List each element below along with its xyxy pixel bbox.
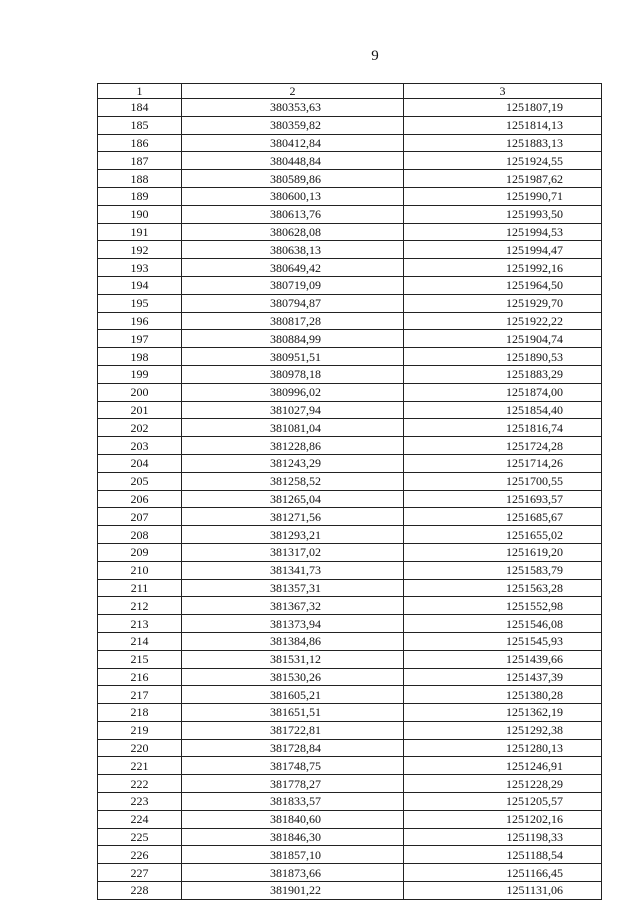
x-coordinate-cell: 380649,42 <box>182 259 404 277</box>
x-coordinate-cell: 381081,04 <box>182 419 404 437</box>
point-number-cell: 222 <box>98 775 182 793</box>
y-coordinate-cell: 1251807,19 <box>404 99 602 117</box>
table-row <box>98 704 602 722</box>
table-header-row <box>98 84 602 99</box>
x-coordinate-cell: 381357,31 <box>182 579 404 597</box>
y-coordinate-cell: 1251685,67 <box>404 508 602 526</box>
x-coordinate-cell: 381901,22 <box>182 882 404 900</box>
point-number-cell: 196 <box>98 312 182 330</box>
x-coordinate-cell: 381728,84 <box>182 739 404 757</box>
x-coordinate-cell: 381605,21 <box>182 686 404 704</box>
table-row <box>98 757 602 775</box>
point-number-cell: 192 <box>98 241 182 259</box>
point-number-cell: 225 <box>98 828 182 846</box>
table-row <box>98 187 602 205</box>
point-number-cell: 197 <box>98 330 182 348</box>
x-coordinate-cell: 381265,04 <box>182 490 404 508</box>
x-coordinate-cell: 380794,87 <box>182 294 404 312</box>
point-number-cell: 201 <box>98 401 182 419</box>
x-coordinate-cell: 381778,27 <box>182 775 404 793</box>
y-coordinate-cell: 1251874,00 <box>404 383 602 401</box>
y-coordinate-cell: 1251854,40 <box>404 401 602 419</box>
y-coordinate-cell: 1251166,45 <box>404 864 602 882</box>
y-coordinate-cell: 1251202,16 <box>404 810 602 828</box>
table-row <box>98 116 602 134</box>
point-number-cell: 215 <box>98 650 182 668</box>
x-coordinate-cell: 380817,28 <box>182 312 404 330</box>
table-row <box>98 330 602 348</box>
y-coordinate-cell: 1251188,54 <box>404 846 602 864</box>
point-number-cell: 193 <box>98 259 182 277</box>
table-row <box>98 276 602 294</box>
table-row <box>98 597 602 615</box>
y-coordinate-cell: 1251883,13 <box>404 134 602 152</box>
table-row <box>98 739 602 757</box>
y-coordinate-cell: 1251292,38 <box>404 721 602 739</box>
table-row <box>98 561 602 579</box>
table-row <box>98 472 602 490</box>
table-row <box>98 864 602 882</box>
x-coordinate-cell: 381857,10 <box>182 846 404 864</box>
x-coordinate-cell: 381531,12 <box>182 650 404 668</box>
y-coordinate-cell: 1251545,93 <box>404 632 602 650</box>
x-coordinate-cell: 381271,56 <box>182 508 404 526</box>
point-number-cell: 216 <box>98 668 182 686</box>
x-coordinate-cell: 380412,84 <box>182 134 404 152</box>
x-coordinate-cell: 381341,73 <box>182 561 404 579</box>
table-row <box>98 454 602 472</box>
point-number-cell: 217 <box>98 686 182 704</box>
y-coordinate-cell: 1251280,13 <box>404 739 602 757</box>
y-coordinate-cell: 1251987,62 <box>404 170 602 188</box>
y-coordinate-cell: 1251380,28 <box>404 686 602 704</box>
point-number-cell: 212 <box>98 597 182 615</box>
point-number-cell: 194 <box>98 276 182 294</box>
table-body <box>98 99 602 900</box>
y-coordinate-cell: 1251816,74 <box>404 419 602 437</box>
x-coordinate-cell: 380628,08 <box>182 223 404 241</box>
column-header-3: 3 <box>404 84 602 99</box>
table-row <box>98 632 602 650</box>
table-row <box>98 259 602 277</box>
x-coordinate-cell: 380638,13 <box>182 241 404 259</box>
table-row <box>98 490 602 508</box>
table-row <box>98 650 602 668</box>
point-number-cell: 213 <box>98 615 182 633</box>
table-row <box>98 419 602 437</box>
x-coordinate-cell: 380589,86 <box>182 170 404 188</box>
point-number-cell: 186 <box>98 134 182 152</box>
table-row <box>98 401 602 419</box>
x-coordinate-cell: 381373,94 <box>182 615 404 633</box>
point-number-cell: 209 <box>98 543 182 561</box>
point-number-cell: 210 <box>98 561 182 579</box>
point-number-cell: 189 <box>98 187 182 205</box>
table-row <box>98 846 602 864</box>
table-row <box>98 99 602 117</box>
x-coordinate-cell: 381367,32 <box>182 597 404 615</box>
x-coordinate-cell: 380978,18 <box>182 365 404 383</box>
table-row <box>98 205 602 223</box>
point-number-cell: 219 <box>98 721 182 739</box>
x-coordinate-cell: 381833,57 <box>182 793 404 811</box>
x-coordinate-cell: 380884,99 <box>182 330 404 348</box>
point-number-cell: 204 <box>98 454 182 472</box>
y-coordinate-cell: 1251198,33 <box>404 828 602 846</box>
point-number-cell: 226 <box>98 846 182 864</box>
x-coordinate-cell: 381228,86 <box>182 437 404 455</box>
point-number-cell: 227 <box>98 864 182 882</box>
x-coordinate-cell: 380996,02 <box>182 383 404 401</box>
y-coordinate-cell: 1251994,47 <box>404 241 602 259</box>
point-number-cell: 228 <box>98 882 182 900</box>
point-number-cell: 199 <box>98 365 182 383</box>
point-number-cell: 208 <box>98 526 182 544</box>
table-row <box>98 312 602 330</box>
x-coordinate-cell: 381027,94 <box>182 401 404 419</box>
y-coordinate-cell: 1251546,08 <box>404 615 602 633</box>
table-row <box>98 579 602 597</box>
table-row <box>98 437 602 455</box>
table-row <box>98 543 602 561</box>
x-coordinate-cell: 381722,81 <box>182 721 404 739</box>
x-coordinate-cell: 380719,09 <box>182 276 404 294</box>
x-coordinate-cell: 380613,76 <box>182 205 404 223</box>
coordinates-table <box>97 83 602 900</box>
y-coordinate-cell: 1251904,74 <box>404 330 602 348</box>
y-coordinate-cell: 1251992,16 <box>404 259 602 277</box>
x-coordinate-cell: 381530,26 <box>182 668 404 686</box>
point-number-cell: 218 <box>98 704 182 722</box>
point-number-cell: 185 <box>98 116 182 134</box>
point-number-cell: 211 <box>98 579 182 597</box>
x-coordinate-cell: 381293,21 <box>182 526 404 544</box>
y-coordinate-cell: 1251724,28 <box>404 437 602 455</box>
point-number-cell: 191 <box>98 223 182 241</box>
y-coordinate-cell: 1251924,55 <box>404 152 602 170</box>
y-coordinate-cell: 1251814,13 <box>404 116 602 134</box>
x-coordinate-cell: 380600,13 <box>182 187 404 205</box>
point-number-cell: 220 <box>98 739 182 757</box>
table-row <box>98 828 602 846</box>
point-number-cell: 195 <box>98 294 182 312</box>
point-number-cell: 221 <box>98 757 182 775</box>
x-coordinate-cell: 381840,60 <box>182 810 404 828</box>
y-coordinate-cell: 1251922,22 <box>404 312 602 330</box>
table-row <box>98 775 602 793</box>
table-row <box>98 526 602 544</box>
x-coordinate-cell: 380951,51 <box>182 348 404 366</box>
table-row <box>98 241 602 259</box>
table-row <box>98 152 602 170</box>
point-number-cell: 214 <box>98 632 182 650</box>
point-number-cell: 206 <box>98 490 182 508</box>
column-header-2: 2 <box>182 84 404 99</box>
column-header-1: 1 <box>98 84 182 99</box>
y-coordinate-cell: 1251929,70 <box>404 294 602 312</box>
table-row <box>98 810 602 828</box>
table-row <box>98 882 602 900</box>
y-coordinate-cell: 1251552,98 <box>404 597 602 615</box>
table-row <box>98 615 602 633</box>
point-number-cell: 200 <box>98 383 182 401</box>
y-coordinate-cell: 1251890,53 <box>404 348 602 366</box>
x-coordinate-cell: 380353,63 <box>182 99 404 117</box>
x-coordinate-cell: 381748,75 <box>182 757 404 775</box>
table-row <box>98 721 602 739</box>
y-coordinate-cell: 1251993,50 <box>404 205 602 223</box>
y-coordinate-cell: 1251990,71 <box>404 187 602 205</box>
x-coordinate-cell: 381258,52 <box>182 472 404 490</box>
table-row <box>98 508 602 526</box>
y-coordinate-cell: 1251655,02 <box>404 526 602 544</box>
x-coordinate-cell: 381384,86 <box>182 632 404 650</box>
x-coordinate-cell: 381846,30 <box>182 828 404 846</box>
point-number-cell: 205 <box>98 472 182 490</box>
y-coordinate-cell: 1251714,26 <box>404 454 602 472</box>
point-number-cell: 224 <box>98 810 182 828</box>
table-row <box>98 170 602 188</box>
y-coordinate-cell: 1251693,57 <box>404 490 602 508</box>
table-row <box>98 686 602 704</box>
y-coordinate-cell: 1251700,55 <box>404 472 602 490</box>
y-coordinate-cell: 1251964,50 <box>404 276 602 294</box>
x-coordinate-cell: 381873,66 <box>182 864 404 882</box>
point-number-cell: 188 <box>98 170 182 188</box>
y-coordinate-cell: 1251619,20 <box>404 543 602 561</box>
y-coordinate-cell: 1251437,39 <box>404 668 602 686</box>
x-coordinate-cell: 381317,02 <box>182 543 404 561</box>
table-row <box>98 793 602 811</box>
x-coordinate-cell: 380359,82 <box>182 116 404 134</box>
y-coordinate-cell: 1251439,66 <box>404 650 602 668</box>
point-number-cell: 184 <box>98 99 182 117</box>
table-row <box>98 134 602 152</box>
table-row <box>98 383 602 401</box>
point-number-cell: 190 <box>98 205 182 223</box>
table-row <box>98 365 602 383</box>
y-coordinate-cell: 1251994,53 <box>404 223 602 241</box>
y-coordinate-cell: 1251583,79 <box>404 561 602 579</box>
y-coordinate-cell: 1251883,29 <box>404 365 602 383</box>
table-row <box>98 223 602 241</box>
point-number-cell: 202 <box>98 419 182 437</box>
y-coordinate-cell: 1251246,91 <box>404 757 602 775</box>
table-row <box>98 348 602 366</box>
y-coordinate-cell: 1251362,19 <box>404 704 602 722</box>
page-number: 9 <box>371 48 379 64</box>
x-coordinate-cell: 381243,29 <box>182 454 404 472</box>
point-number-cell: 198 <box>98 348 182 366</box>
x-coordinate-cell: 381651,51 <box>182 704 404 722</box>
y-coordinate-cell: 1251131,06 <box>404 882 602 900</box>
table-row <box>98 668 602 686</box>
x-coordinate-cell: 380448,84 <box>182 152 404 170</box>
table-row <box>98 294 602 312</box>
point-number-cell: 207 <box>98 508 182 526</box>
y-coordinate-cell: 1251228,29 <box>404 775 602 793</box>
point-number-cell: 203 <box>98 437 182 455</box>
point-number-cell: 187 <box>98 152 182 170</box>
y-coordinate-cell: 1251563,28 <box>404 579 602 597</box>
y-coordinate-cell: 1251205,57 <box>404 793 602 811</box>
point-number-cell: 223 <box>98 793 182 811</box>
